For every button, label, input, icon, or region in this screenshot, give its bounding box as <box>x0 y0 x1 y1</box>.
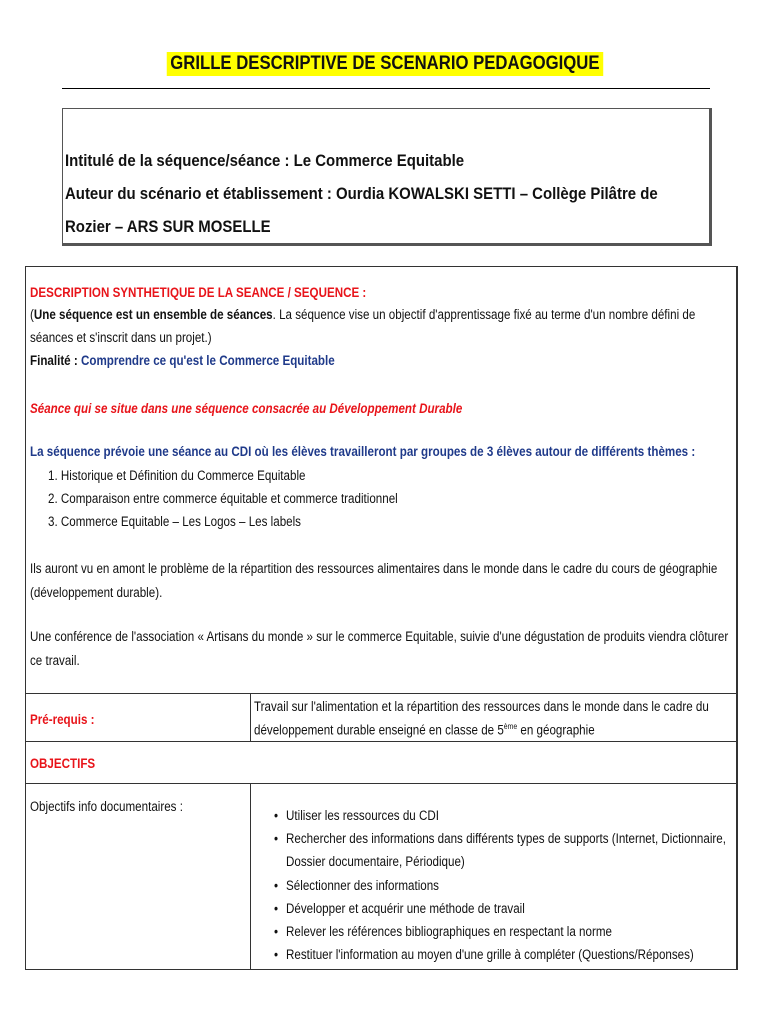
bullet: • <box>274 808 279 823</box>
objective-text: Relever les références bibliographiques en respectant la norme <box>286 924 612 939</box>
theme-item: 2. Comparaison entre commerce équitable et commerce traditionnel <box>48 491 398 506</box>
intro-bold: Une séquence est un ensemble de séances <box>33 307 273 322</box>
prerequis-line-2 <box>254 722 595 738</box>
bullet: • <box>274 947 279 962</box>
column-divider <box>250 783 251 969</box>
objective-text: Restituer l'information au moyen d'une grille à compléter (Questions/Réponses) <box>286 947 694 962</box>
groups-intro: La séquence prévoie une séance au CDI où les élèves travailleront par groupes de 3 élèves autour de différents thèmes : <box>30 444 696 459</box>
bullet: • <box>274 901 279 916</box>
finalite-line <box>30 353 335 368</box>
finalite-value: Comprendre ce qu'est le Commerce Equitable <box>80 353 335 368</box>
objective-text: Développer et acquérir une méthode de travail <box>286 901 525 916</box>
description-heading: DESCRIPTION SYNTHETIQUE DE LA SEANCE / SEQUENCE : <box>30 285 367 300</box>
scenario-table <box>25 266 738 970</box>
objectifs-heading: OBJECTIFS <box>30 756 96 771</box>
prerequis-label: Pré-requis : <box>30 712 95 727</box>
objective-text: Dossier documentaire, Périodique) <box>286 854 465 869</box>
objective-text: Sélectionner des informations <box>286 878 439 893</box>
para2-line-2: ce travail. <box>30 653 80 668</box>
document-title: GRILLE DESCRIPTIVE DE SCENARIO PEDAGOGIQUE <box>167 52 603 76</box>
objective-text: Rechercher des informations dans différents types de supports (Internet, Dictionnaire, <box>286 831 726 846</box>
school-line: Rozier – ARS SUR MOSELLE <box>65 217 271 236</box>
objective-item <box>274 831 726 846</box>
theme-item: 3. Commerce Equitable – Les Logos – Les labels <box>48 514 302 529</box>
bullet: • <box>274 924 279 939</box>
intro-open: ( <box>30 307 34 322</box>
objective-item <box>274 924 612 939</box>
header-box <box>62 108 712 246</box>
theme-item: 1. Historique et Définition du Commerce Equitable <box>48 468 306 483</box>
objective-item <box>274 901 525 916</box>
objective-item <box>274 947 694 962</box>
intro-line-2: séances et s'inscrit dans un projet.) <box>30 330 212 345</box>
prerequis-line-2b: en géographie <box>517 722 595 738</box>
row-divider <box>26 783 736 784</box>
objective-item <box>274 878 439 893</box>
objective-text: Utiliser les ressources du CDI <box>286 808 439 823</box>
bullet: • <box>274 831 279 846</box>
row-divider <box>26 741 736 742</box>
para1-line-2: (développement durable). <box>30 585 163 600</box>
author-line: Auteur du scénario et établissement : Ourdia KOWALSKI SETTI – Collège Pilâtre de <box>65 184 658 203</box>
bullet: • <box>274 878 279 893</box>
finalite-label: Finalité : <box>30 353 81 368</box>
intro-rest: . La séquence vise un objectif d'apprentissage fixé au terme d'un nombre défini de <box>272 307 696 322</box>
objective-item <box>274 808 439 823</box>
description-section <box>26 267 736 693</box>
prerequis-line-1: Travail sur l'alimentation et la répartition des ressources dans le monde dans le cadre du <box>254 699 709 714</box>
objectifs-label: Objectifs info documentaires : <box>30 799 183 814</box>
intro-line-1 <box>30 307 695 322</box>
sequence-title-line: Intitulé de la séquence/séance : Le Commerce Equitable <box>65 151 465 170</box>
para2-line-1: Une conférence de l'association « Artisans du monde » sur le commerce Equitable, suivie d'une dégustation de produits viendra clôturer <box>30 629 729 644</box>
objective-item-continued <box>274 854 465 869</box>
para1-line-1: Ils auront vu en amont le problème de la répartition des ressources alimentaires dans le monde dans le cadre du cours de géographie <box>30 561 718 576</box>
document-title-wrap <box>0 52 770 76</box>
title-rule <box>62 88 710 89</box>
row-divider <box>26 693 736 694</box>
seance-note: Séance qui se situe dans une séquence consacrée au Développement Durable <box>30 401 463 416</box>
prerequis-line-2a: développement durable enseigné en classe de 5 <box>254 722 504 738</box>
column-divider <box>250 693 251 741</box>
prerequis-sup: ème <box>503 722 518 731</box>
